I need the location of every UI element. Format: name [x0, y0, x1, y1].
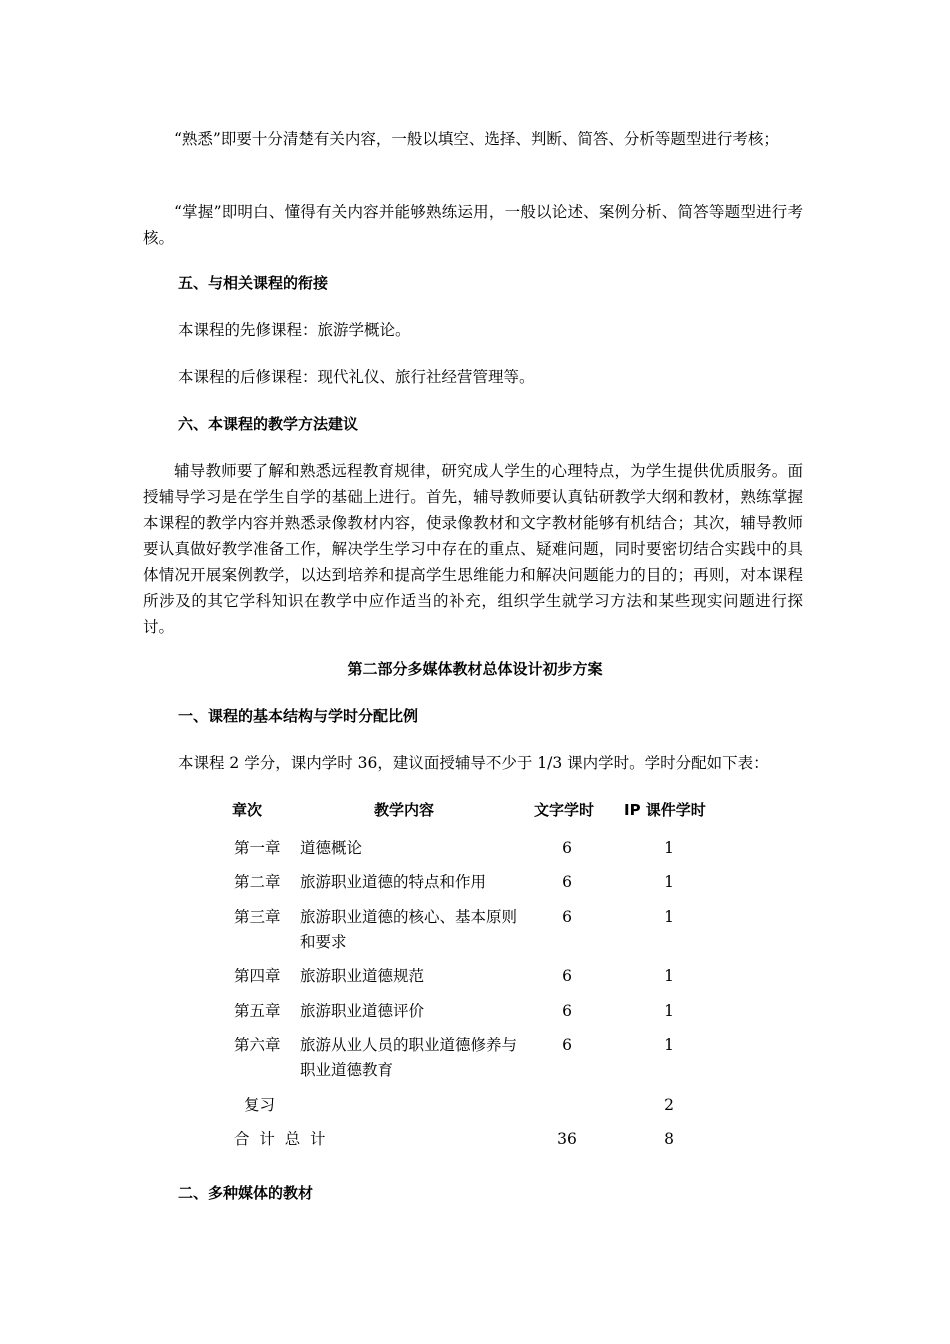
row-ip-hours: 1 [664, 873, 674, 891]
paragraph-teaching-methods: 辅导教师要了解和熟悉远程教育规律，研究成人学生的心理特点，为学生提供优质服务。面授辅导学习是在学生自学的基础上进行。首先，辅导教师要认真钻研教学大纲和教材，熟练掌握本课程的教学内容并熟悉录像教材内容，使录像教材和文字教材能够有机结合；其次，辅导教师要认真做好教学准备工作，解决学生学习中存在的重点、疑难问题，同时要密切结合实践中的具体情况开展案例教学，以达到培养和提高学生思维能力和解决问题能力的目的；再则，对本课程所涉及的其它学科知识在教学中应作适当的补充，组织学生就学习方法和某些现实问题进行探讨。 [143, 462, 803, 636]
row-content: 道德概论 [300, 839, 363, 857]
row-ip-hours: 1 [664, 908, 674, 926]
header-content: 教学内容 [374, 801, 435, 819]
row-chapter: 第一章 [234, 839, 281, 857]
header-chapter: 章次 [232, 801, 263, 819]
part2-heading-1: 一、课程的基本结构与学时分配比例 [178, 707, 419, 725]
row-ip-hours: 1 [664, 1002, 674, 1020]
row-text-hours: 6 [562, 1036, 572, 1054]
review-ip-hours: 2 [664, 1096, 674, 1114]
row-text-hours: 6 [562, 1002, 572, 1020]
total-text-hours: 36 [557, 1130, 577, 1148]
row-text-hours: 6 [562, 839, 572, 857]
header-ip-hours: IP 课件学时 [624, 801, 706, 819]
hours-intro-text: 本课程 2 学分，课内学时 36，建议面授辅导不少于 1/3 课内学时。学时分配如下表： [178, 754, 769, 772]
row-chapter: 第二章 [234, 873, 281, 891]
paragraph-master: “掌握”即明白、懂得有关内容并能够熟练运用，一般以论述、案例分析、简答等题型进行考核。 [143, 203, 803, 247]
row-chapter: 第三章 [234, 908, 281, 926]
header-text-hours: 文字学时 [534, 801, 595, 819]
part2-heading-2: 二、多种媒体的教材 [178, 1184, 314, 1202]
row-content: 旅游职业道德的核心、基本原则和要求 [300, 908, 518, 951]
section-heading-5: 五、与相关课程的衔接 [178, 274, 329, 292]
followup-course-text: 本课程的后修课程：现代礼仪、旅行社经营管理等。 [178, 368, 535, 386]
row-chapter: 第四章 [234, 967, 281, 985]
row-content: 旅游职业道德规范 [300, 967, 425, 985]
row-ip-hours: 1 [664, 839, 674, 857]
row-content: 旅游职业道德评价 [300, 1002, 425, 1020]
review-label: 复习 [244, 1096, 276, 1114]
row-text-hours: 6 [562, 967, 572, 985]
row-text-hours: 6 [562, 908, 572, 926]
total-label: 合 计 总 计 [234, 1130, 326, 1148]
row-text-hours: 6 [562, 873, 572, 891]
row-ip-hours: 1 [664, 967, 674, 985]
row-chapter: 第五章 [234, 1002, 281, 1020]
paragraph-familiar: “熟悉”即要十分清楚有关内容，一般以填空、选择、判断、简答、分析等题型进行考核； [174, 130, 779, 148]
section-heading-6: 六、本课程的教学方法建议 [178, 415, 359, 433]
row-content: 旅游从业人员的职业道德修养与职业道德教育 [300, 1036, 518, 1079]
row-content: 旅游职业道德的特点和作用 [300, 873, 487, 891]
row-chapter: 第六章 [234, 1036, 281, 1054]
prereq-course-text: 本课程的先修课程：旅游学概论。 [178, 321, 411, 339]
row-ip-hours: 1 [664, 1036, 674, 1054]
total-ip-hours: 8 [664, 1130, 674, 1148]
part-title: 第二部分多媒体教材总体设计初步方案 [347, 660, 603, 678]
